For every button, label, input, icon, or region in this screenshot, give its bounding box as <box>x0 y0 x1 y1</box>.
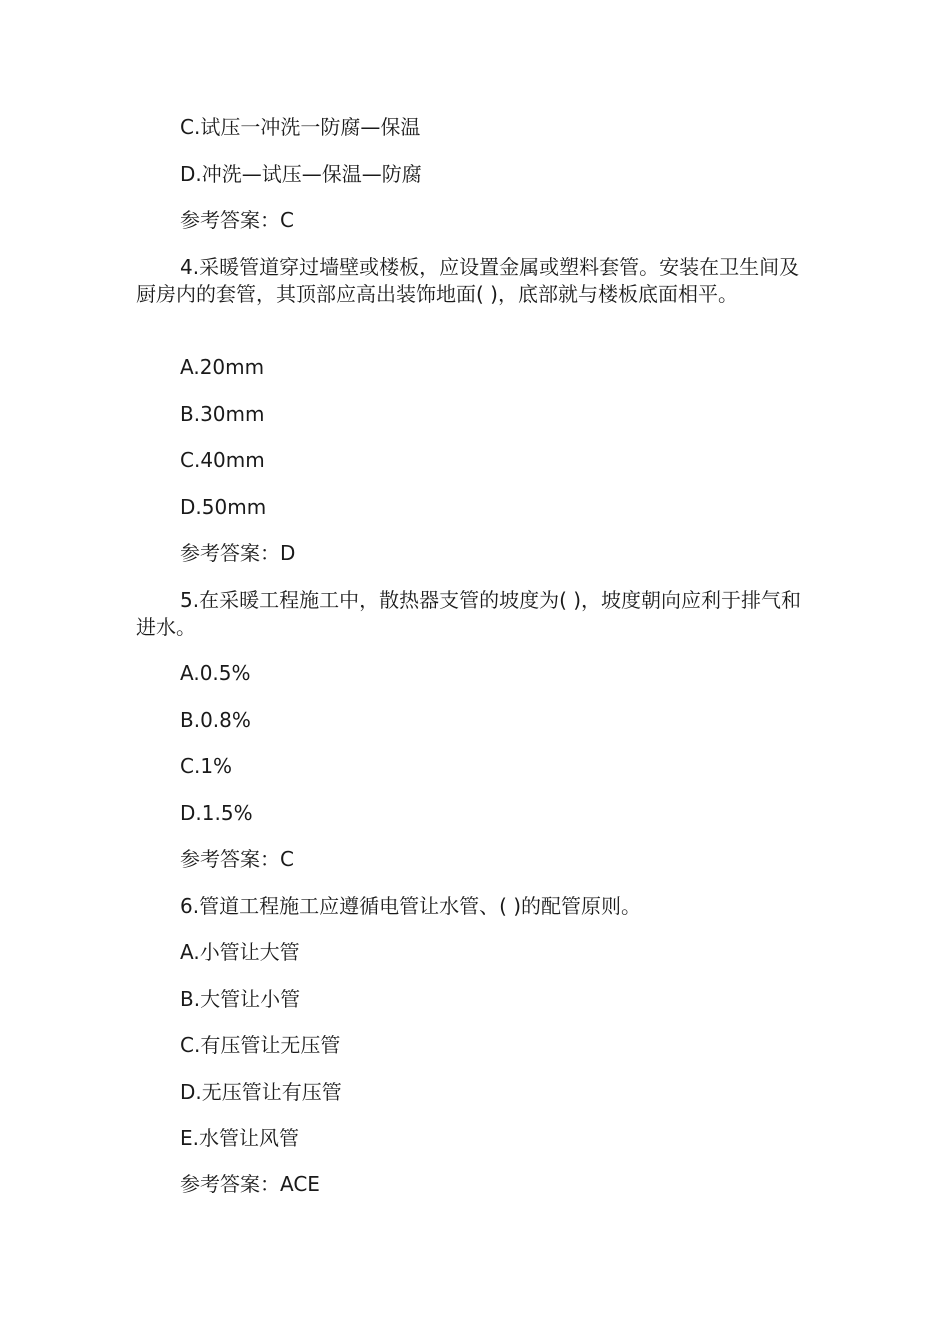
q4-stem: 4.采暖管道穿过墙壁或楼板，应设置金属或塑料套管。安装在卫生间及厨房内的套管，其顶部应高出装饰地面( )，底部就与楼板底面相平。 <box>136 255 800 306</box>
q4-option-c: C.40mm <box>180 448 265 472</box>
q4-option-d: D.50mm <box>180 495 267 519</box>
q5-option-a: A.0.5% <box>180 661 251 685</box>
q6-answer: 参考答案：ACE <box>180 1172 320 1196</box>
q5-answer: 参考答案：C <box>180 847 294 871</box>
q5-stem: 5.在采暖工程施工中，散热器支管的坡度为( )，坡度朝向应利于排气和进水。 <box>136 588 802 639</box>
q5-option-b: B.0.8% <box>180 708 251 732</box>
q3-option-d: D.冲洗—试压—保温—防腐 <box>180 162 422 186</box>
q5-option-c: C.1% <box>180 754 233 778</box>
q6-option-e: E.水管让风管 <box>180 1126 299 1150</box>
q6-stem: 6.管道工程施工应遵循电管让水管、( )的配管原则。 <box>180 894 642 918</box>
q6-option-d: D.无压管让有压管 <box>180 1080 342 1104</box>
q4-option-b: B.30mm <box>180 402 265 426</box>
q3-answer: 参考答案：C <box>180 208 294 232</box>
q4-answer: 参考答案：D <box>180 541 296 565</box>
q6-option-b: B.大管让小管 <box>180 987 301 1011</box>
q4-option-a: A.20mm <box>180 355 265 379</box>
q5-option-d: D.1.5% <box>180 801 253 825</box>
q6-option-a: A.小管让大管 <box>180 940 300 964</box>
q3-option-c: C.试压一冲洗一防腐—保温 <box>180 115 421 139</box>
q6-option-c: C.有压管让无压管 <box>180 1033 341 1057</box>
